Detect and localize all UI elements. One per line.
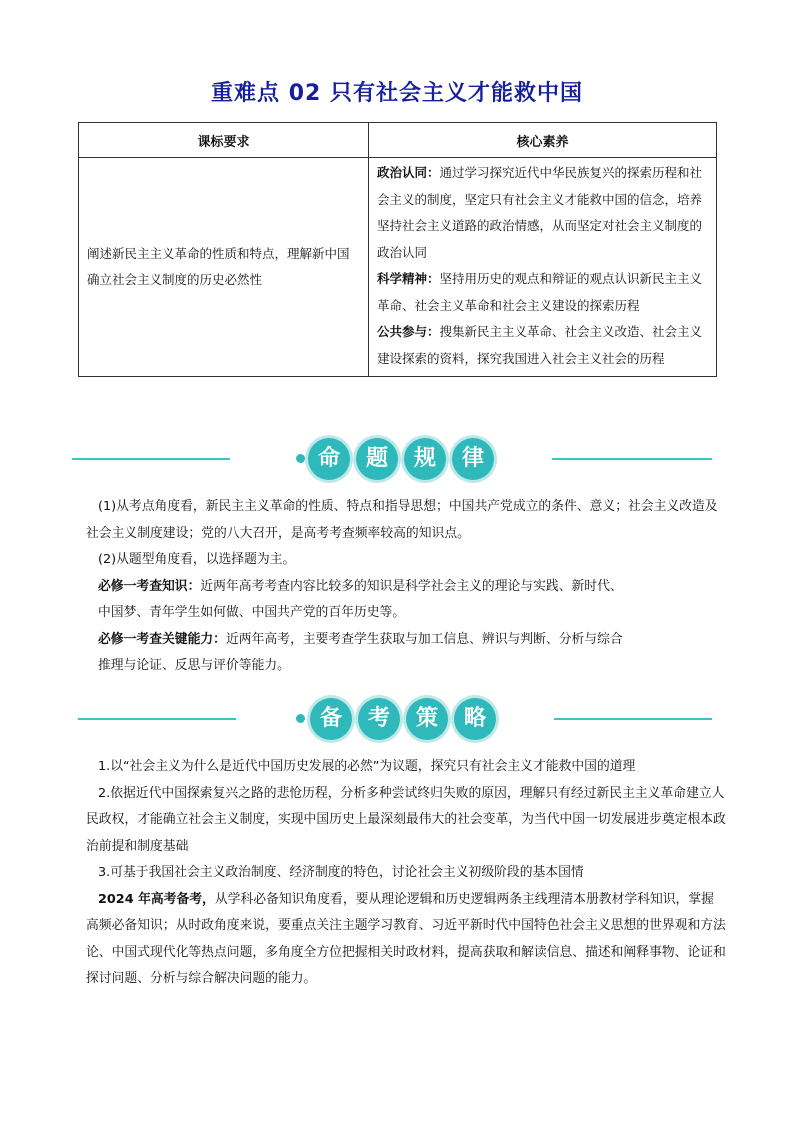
header-literacy: 核心素养 bbox=[369, 123, 717, 158]
exam-pattern-section bbox=[86, 494, 726, 680]
literacy-cell bbox=[369, 158, 717, 377]
strategy-2024: 2024 年高考备考，从学科必备知识角度看，要从理论逻辑和历史逻辑两条主线理清本册教材学科知识，掌握高频必备知识；从时政角度来说，要重点关注主题学习教育、习近平新时代中国特色社会主义思想的世界观和方法论、中国式现代化等热点问题，多角度全方位把握相关时政材料，提高获取和解读信息、描述和阐释事物、论证和探讨问题、分析与综合解决问题的能力。 bbox=[86, 891, 726, 986]
banner-char: 题 bbox=[356, 438, 398, 480]
banner-char: 命 bbox=[308, 438, 350, 480]
strategy-point-2: 2.依据近代中国探索复兴之路的悲怆历程，分析多种尝试终归失败的原因，理解只有经过新民主主义革命建立人民政权，才能确立社会主义制度，实现中国历史上最深刻最伟大的社会变革，为当代中国一切发展进步奠定根本政治前提和制度基础 bbox=[86, 785, 726, 854]
banner-char: 律 bbox=[452, 438, 494, 480]
literacy-participation: 公共参与：搜集新民主主义革命、社会主义改造、社会主义建设探索的资料，探究我国进入社会主义社会的历程 bbox=[377, 324, 703, 366]
strategy-point-1: 1.以“社会主义为什么是近代中国历史发展的必然”为议题，探究只有社会主义才能救中国的道理 bbox=[98, 759, 636, 774]
banner-line-left bbox=[72, 458, 230, 460]
literacy-science: 科学精神：坚持用历史的观点和辩证的观点认识新民主主义革命、社会主义革命和社会主义建设的探索历程 bbox=[377, 271, 703, 313]
banner-char: 备 bbox=[310, 698, 352, 740]
literacy-political: 政治认同：通过学习探究近代中华民族复兴的探索历程和社会主义的制度，坚定只有社会主义才能救中国的信念，培养坚持社会主义道路的政治情感，从而坚定对社会主义制度的政治认同 bbox=[377, 165, 703, 260]
banner-line-right bbox=[554, 718, 712, 720]
banner-char: 略 bbox=[454, 698, 496, 740]
banner-char: 策 bbox=[406, 698, 448, 740]
pattern-knowledge: 必修一考查知识：近两年高考考查内容比较多的知识是科学社会主义的理论与实践、新时代、 bbox=[98, 578, 623, 594]
strategy-point-3: 3.可基于我国社会主义政治制度、经济制度的特色，讨论社会主义初级阶段的基本国情 bbox=[98, 865, 584, 880]
pattern-point-2: (2)从题型角度看，以选择题为主。 bbox=[98, 552, 296, 567]
pattern-point-1: (1)从考点角度看，新民主主义革命的性质、特点和指导思想；中国共产党成立的条件、意义；社会主义改造及社会主义制度建设；党的八大召开，是高考考查频率较高的知识点。 bbox=[86, 499, 718, 541]
banner-dot bbox=[296, 714, 305, 723]
banner-line-left bbox=[78, 718, 236, 720]
table-header-row bbox=[79, 123, 717, 158]
section-banner-exam-pattern bbox=[0, 434, 794, 484]
strategy-section bbox=[86, 754, 726, 993]
banner-line-right bbox=[552, 458, 712, 460]
table-row bbox=[79, 158, 717, 377]
requirement-cell: 阐述新民主主义革命的性质和特点，理解新中国确立社会主义制度的历史必然性 bbox=[79, 158, 369, 377]
pattern-knowledge-cont: 中国梦、青年学生如何做、中国共产党的百年历史等。 bbox=[98, 605, 406, 620]
banner-char: 考 bbox=[358, 698, 400, 740]
pattern-ability: 必修一考查关键能力：近两年高考，主要考查学生获取与加工信息、辨识与判断、分析与综合 bbox=[98, 631, 623, 647]
banner-dot bbox=[296, 454, 305, 463]
page-title: 重难点 02 只有社会主义才能救中国 bbox=[211, 81, 583, 106]
requirements-table bbox=[78, 122, 717, 377]
banner-char: 规 bbox=[404, 438, 446, 480]
section-banner-strategy bbox=[0, 694, 794, 744]
pattern-ability-cont: 推理与论证、反思与评价等能力。 bbox=[98, 658, 290, 673]
header-standard: 课标要求 bbox=[79, 123, 369, 158]
